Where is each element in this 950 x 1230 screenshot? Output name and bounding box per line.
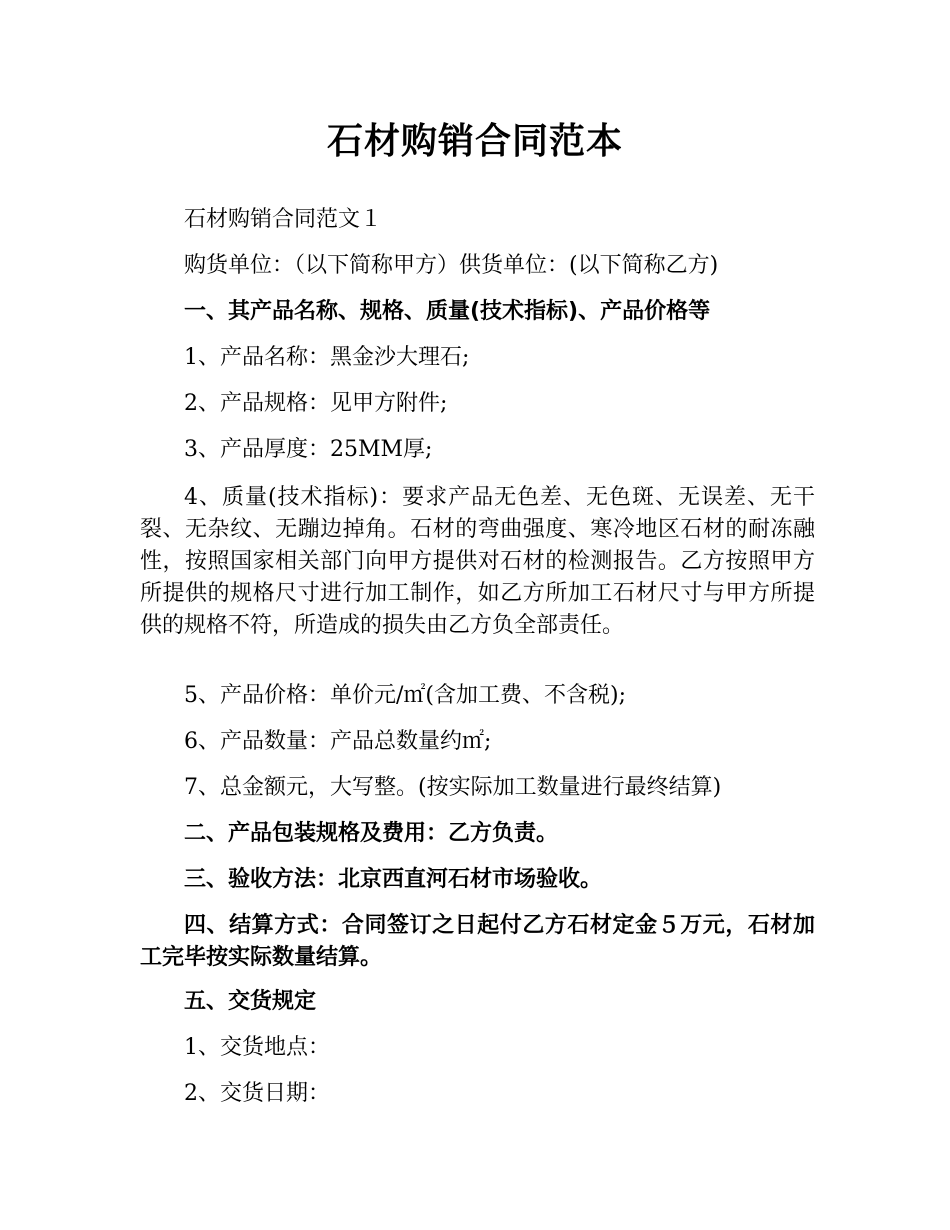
contract-subtitle: 石材购销合同范文１ [184, 207, 383, 232]
section-1-item-4-quality: 4、质量(技术指标)：要求产品无色差、无色斑、无误差、无干裂、无杂纹、无蹦边掉角。石材的弯曲强度、寒冷地区石材的耐冻融性，按照国家相关部门向甲方提供对石材的检测报告。乙方按照甲方所提供的规格尺寸进行加工制作，如乙方所加工石材尺寸与甲方所提供的规格不符，所造成的损失由乙方负全部责任。 [140, 485, 815, 638]
section-1-item-6: 6、产品数量：产品总数量约㎡; [184, 729, 492, 754]
section-2-packaging: 二、产品包装规格及费用：乙方负责。 [184, 821, 559, 846]
section-1-item-5: 5、产品价格：单价元/㎡(含加工费、不含税); [184, 683, 626, 708]
section-1-item-2: 2、产品规格：见甲方附件; [184, 391, 448, 416]
section-1-item-1: 1、产品名称：黑金沙大理石; [184, 345, 470, 370]
document-title: 石材购销合同范本 [326, 121, 623, 162]
section-5-heading: 五、交货规定 [184, 989, 317, 1014]
section-1-item-3: 3、产品厚度：25MM厚; [184, 437, 433, 462]
section-3-acceptance: 三、验收方法：北京西直河石材市场验收。 [184, 867, 603, 892]
section-1-item-7: 7、总金额元，大写整。(按实际加工数量进行最终结算) [184, 775, 722, 800]
parties-line: 购货单位：（以下简称甲方）供货单位：(以下简称乙方) [184, 253, 719, 278]
section-1-heading: 一、其产品名称、规格、质量(技术指标)、产品价格等 [184, 299, 711, 324]
section-4-settlement: 四、结算方式：合同签订之日起付乙方石材定金５万元，石材加工完毕按实际数量结算。 [140, 913, 815, 970]
section-5-item-1: 1、交货地点： [184, 1035, 330, 1060]
section-5-item-2: 2、交货日期： [184, 1081, 330, 1106]
